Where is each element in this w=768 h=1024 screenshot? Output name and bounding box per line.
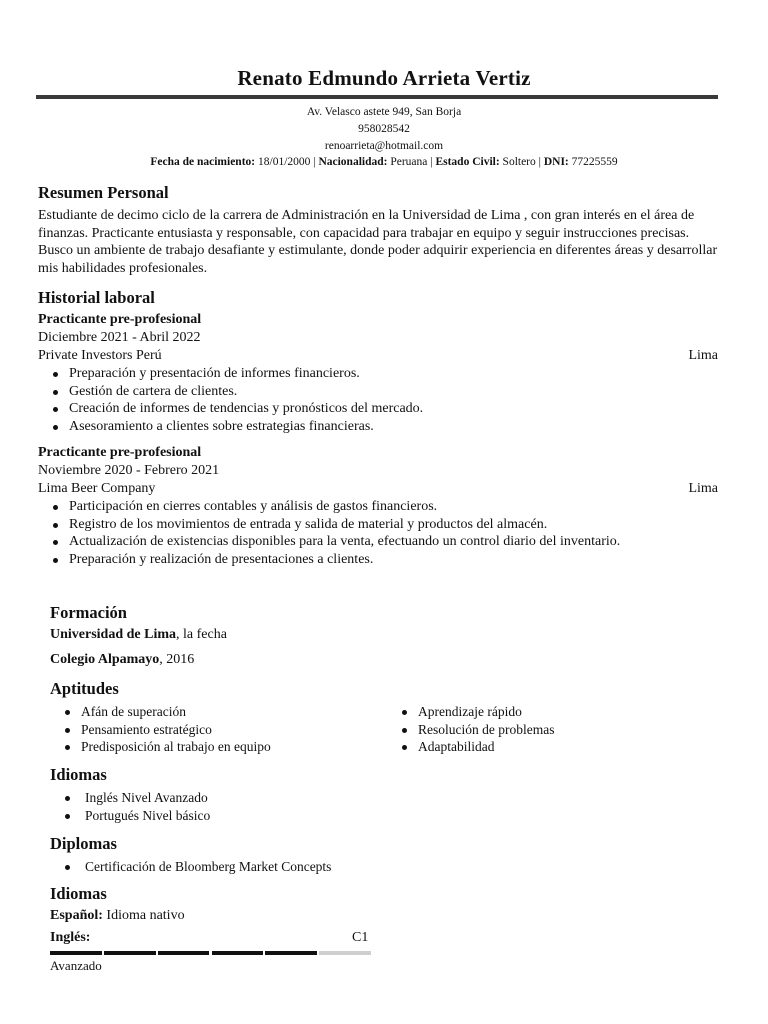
level-bar-segment [212,951,264,955]
english-level: C1 [352,930,369,945]
skills-heading: Aptitudes [50,679,119,698]
work-heading: Historial laboral [38,288,155,307]
school-detail: , 2016 [159,652,195,667]
job-bullets [48,498,668,568]
job-company: Private Investors Perú [38,348,162,363]
level-bar-segment [50,951,102,955]
separator: | [538,156,541,168]
school-detail: , la fecha [176,627,227,642]
level-bar-segment [265,951,317,955]
separator: | [430,156,433,168]
list-item: Asesoramiento a clientes sobre estrategias financieras. [48,418,708,436]
nationality-label: Nacionalidad: [318,156,388,168]
list-item: Gestión de cartera de clientes. [48,383,708,401]
email: renoarrieta@hotmail.com [324,140,444,152]
school-name: Universidad de Lima [50,627,177,642]
list-item: Creación de informes de tendencias y pronósticos del mercado. [48,400,708,418]
skills-list-left [60,703,380,756]
skills-list-right [397,703,697,756]
list-item: Preparación y realización de presentaciones a clientes. [48,551,668,569]
native-language-label: Español: [50,908,103,923]
civil-status-value: Soltero [502,156,536,168]
native-language-value: Idioma nativo [106,908,185,923]
level-bar-segment [158,951,210,955]
job-bullets [48,365,708,435]
birth-label: Fecha de nacimiento: [150,156,256,168]
summary-text: Estudiante de decimo ciclo de la carrera de Administración en la Universidad de Lima , con gran interés en el área de finanzas. Practicante entusiasta y responsable, con capacidad para trabajar en equipo y seguir instrucciones precisas. Busco un ambiente de trabajo desafiante y estimulante, donde poder adquirir experiencia en diferentes áreas y desarrollar mis habilidades profesionales. [38,208,718,276]
diplomas-list [60,858,560,876]
list-item: Portugués Nivel básico [60,807,460,825]
native-language [50,908,185,924]
school-name: Colegio Alpamayo [50,652,160,667]
diplomas-heading: Diplomas [50,834,117,853]
dni-value: 77225559 [571,156,618,168]
level-bar-segment [104,951,156,955]
list-item: Afán de superación [60,703,380,721]
separator: | [313,156,316,168]
languages-list [60,789,460,824]
list-item: Predisposición al trabajo en equipo [60,738,380,756]
job-dates: Diciembre 2021 - Abril 2022 [38,330,201,345]
list-item: Certificación de Bloomberg Market Concepts [60,858,560,876]
list-item: Adaptabilidad [397,738,697,756]
list-item: Resolución de problemas [397,721,697,739]
nationality-value: Peruana [390,156,428,168]
summary-heading: Resumen Personal [38,183,169,202]
education-heading: Formación [50,603,127,622]
level-bar-segment [319,951,371,955]
phone: 958028542 [358,123,410,135]
english-label: Inglés: [50,930,91,945]
resume-name: Renato Edmundo Arrieta Vertiz [237,66,531,90]
education-item [50,652,194,668]
languages-heading: Idiomas [50,765,107,784]
job-location: Lima [688,348,718,363]
list-item: Inglés Nivel Avanzado [60,789,460,807]
list-item: Participación en cierres contables y análisis de gastos financieros. [48,498,668,516]
job-location: Lima [688,481,718,496]
job-company: Lima Beer Company [38,481,156,496]
header-rule [36,95,718,99]
list-item: Pensamiento estratégico [60,721,380,739]
personal-details [0,156,768,168]
english-level-desc: Avanzado [50,958,102,973]
address: Av. Velasco astete 949, San Borja [306,106,462,118]
languages-level-heading: Idiomas [50,884,107,903]
list-item: Actualización de existencias disponibles para la venta, efectuando un control diario del inventario. [48,533,668,551]
job-title: Practicante pre-profesional [38,445,202,460]
job-title: Practicante pre-profesional [38,312,202,327]
dni-label: DNI: [543,156,569,168]
list-item: Aprendizaje rápido [397,703,697,721]
education-item [50,627,227,643]
list-item: Preparación y presentación de informes financieros. [48,365,708,383]
civil-status-label: Estado Civil: [435,156,500,168]
job-dates: Noviembre 2020 - Febrero 2021 [38,463,220,478]
list-item: Registro de los movimientos de entrada y salida de material y productos del almacén. [48,516,668,534]
birth-value: 18/01/2000 [258,156,311,168]
